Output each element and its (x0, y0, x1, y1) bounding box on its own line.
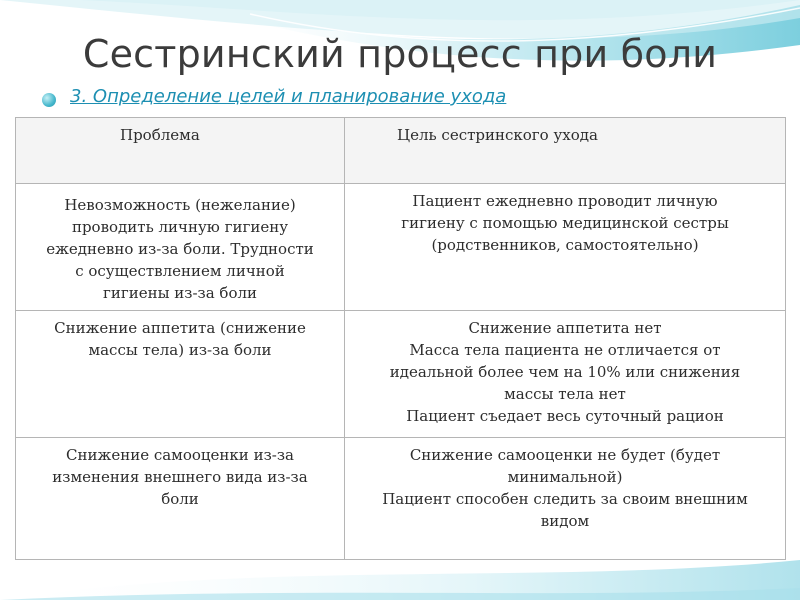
goal-item (351, 444, 779, 466)
goal-line: Пациент способен следить за своим внешним (382, 490, 748, 508)
goal-item (351, 488, 779, 510)
table-header-row (16, 118, 786, 184)
header-goal: Цель сестринского ухода (345, 118, 786, 184)
goal-line: гигиену с помощью медицинской сестры (401, 214, 729, 232)
goal-cell (345, 184, 786, 311)
goal-line: Масса тела пациента не отличается от (409, 341, 721, 359)
goal-line: минимальной) (507, 468, 623, 486)
problem-cell (16, 184, 345, 311)
goal-line: Пациент ежедневно проводит личную (412, 192, 718, 210)
goal-item (351, 317, 779, 339)
goal-line: Снижение аппетита нет (468, 319, 662, 337)
problem-line: боли (161, 490, 199, 508)
goal-item (351, 405, 779, 427)
problem-line: с осуществлением личной (75, 262, 285, 280)
goal-line: Пациент съедает весь суточный рацион (406, 407, 724, 425)
problem-line: Снижение аппетита (снижение (54, 319, 306, 337)
goal-cell (345, 311, 786, 438)
goal-cell (345, 438, 786, 560)
care-plan-table (15, 117, 786, 560)
table-row (16, 184, 786, 311)
goal-item (351, 339, 779, 361)
problem-line: массы тела) из-за боли (88, 341, 272, 359)
problem-cell (16, 438, 345, 560)
problem-cell (16, 311, 345, 438)
goal-line: (родственников, самостоятельно) (431, 236, 699, 254)
bullet-icon (42, 93, 56, 107)
slide-subtitle-link[interactable]: 3. Определение целей и планирование ухода (70, 86, 507, 107)
slide-title: Сестринский процесс при боли (82, 32, 718, 76)
goal-line: идеальной более чем на 10% или снижения (389, 363, 741, 381)
goal-line: видом (540, 512, 590, 530)
table-row (16, 311, 786, 438)
header-problem: Проблема (16, 118, 345, 184)
problem-line: изменения внешнего вида из-за (52, 468, 308, 486)
goal-line: Снижение самооценки не будет (будет (409, 446, 721, 464)
problem-line: проводить личную гигиену (71, 218, 289, 236)
problem-line: гигиены из-за боли (102, 284, 258, 302)
problem-line: Снижение самооценки из-за (66, 446, 294, 464)
problem-line: Невозможность (нежелание) (64, 196, 296, 214)
problem-line: ежедневно из-за боли. Трудности (46, 240, 314, 258)
table-row (16, 438, 786, 560)
goal-line: массы тела нет (504, 385, 626, 403)
